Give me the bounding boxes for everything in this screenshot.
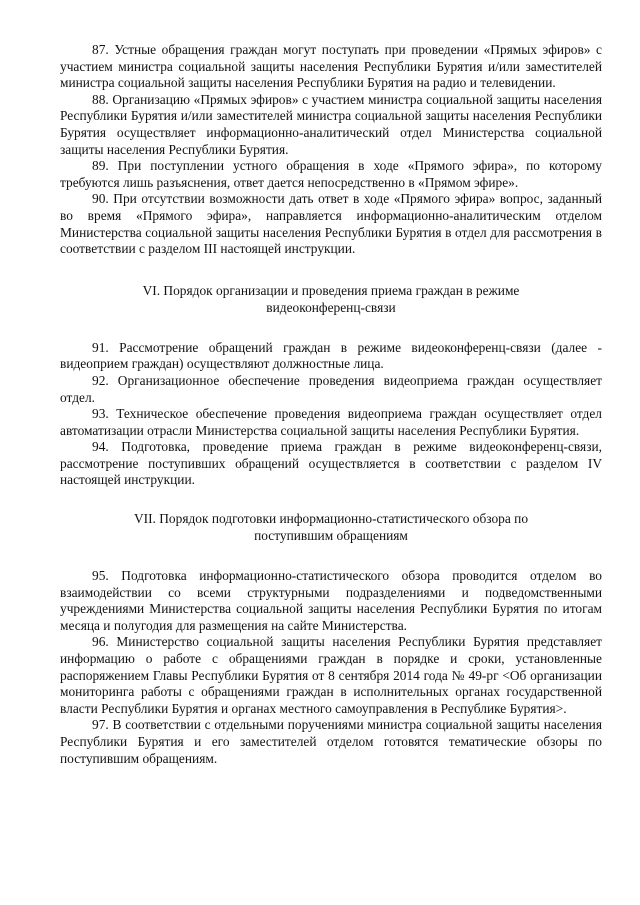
paragraph-90: 90. При отсутствии возможности дать ответ в ходе «Прямого эфира» вопрос, заданный во время «Прямого эфира», направляется информационно-аналитическим отделом Министерства социальной защиты населения Республики Бурятия в отдел для рассмотрения в соответствии с разделом III настоящей инструкции. (60, 191, 602, 257)
paragraph-93: 93. Техническое обеспечение проведения видеоприема граждан осуществляет отдел автоматизации отрасли Министерства социальной защиты населения Республики Бурятия. (60, 406, 602, 438)
paragraph-96: 96. Министерство социальной защиты населения Республики Бурятия представляет информацию о работе с обращениями граждан в порядке и сроки, установленные распоряжением Главы Республики Бурятия от 8 сентября 2014 года № 49-рг <Об организации мониторинга работы с обращениями граждан в исполнительных органах государственной власти Республики Бурятия и органах местного самоуправления в Республике Бурятия>. (60, 634, 602, 716)
paragraph-88: 88. Организацию «Прямых эфиров» с участием министра социальной защиты населения Республики Бурятия и/или заместителей министра социальной защиты населения Республики Бурятия осуществляет информационно-аналитический отдел Министерства социальной защиты населения Республики Бурятия. (60, 91, 602, 157)
paragraph-87: 87. Устные обращения граждан могут поступать при проведении «Прямых эфиров» с участием министра социальной защиты населения Республики Бурятия и/или заместителей министра социальной защиты населения Республики Бурятия на радио и телевидении. (60, 42, 602, 91)
spacer (60, 258, 602, 282)
section-heading-vii: VII. Порядок подготовки информационно-статистического обзора по поступившим обращениям (133, 511, 529, 544)
paragraph-97: 97. В соответствии с отдельными поручениями министра социальной защиты населения Республики Бурятия и его заместителей отделом готовятся тематические обзоры по поступившим обращениям. (60, 717, 602, 766)
spacer (60, 544, 602, 568)
paragraph-94: 94. Подготовка, проведение приема граждан в режиме видеоконференц-связи, рассмотрение поступивших обращений осуществляется в соответствии с разделом IV настоящей инструкции. (60, 439, 602, 488)
paragraph-92: 92. Организационное обеспечение проведения видеоприема граждан осуществляет отдел. (60, 372, 602, 405)
paragraph-95: 95. Подготовка информационно-статистического обзора проводится отделом во взаимодействии со всеми структурными подразделениями и подведомственными учреждениями Министерства социальной защиты населения Республики Бурятия по итогам месяца и полугодия для размещения на сайте Министерства. (60, 568, 602, 633)
spacer (60, 316, 602, 340)
paragraph-89: 89. При поступлении устного обращения в ходе «Прямого эфира», по которому требуются лишь разъяснения, ответ дается непосредственно в «Прямом эфире». (60, 158, 602, 190)
paragraph-91: 91. Рассмотрение обращений граждан в режиме видеоконференц-связи (далее - видеоприем граждан) осуществляют должностные лица. (60, 339, 602, 372)
section-heading-vi: VI. Порядок организации и проведения приема граждан в режиме видеоконференц-связи (142, 282, 520, 315)
spacer (60, 489, 602, 510)
